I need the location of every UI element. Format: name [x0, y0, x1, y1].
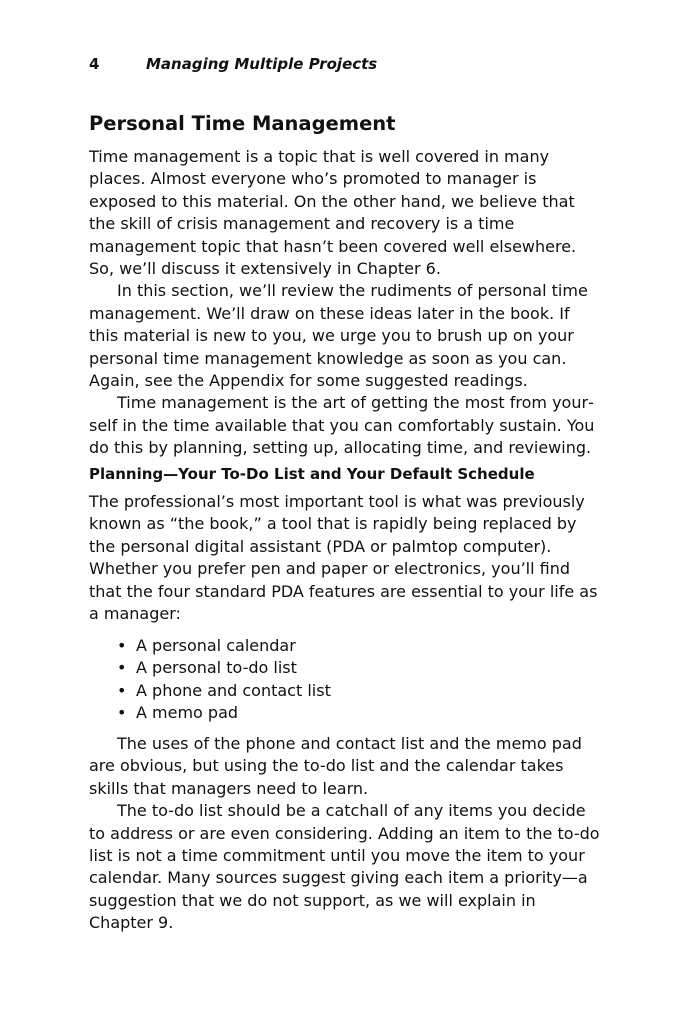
- paragraph: In this section, we’ll review the rudiments of personal time management. We’ll draw on these ideas later in the book. If this material is new to you, we urge you to brush up on your personal time management knowledge as soon as you can. Again, see the Appendix for some suggested readings.: [89, 281, 588, 391]
- paragraph: The uses of the phone and contact list and the memo pad are obvious, but using the to-do list and the calendar takes skills that managers need to learn.: [89, 734, 582, 798]
- paragraph: Time management is a topic that is well covered in many places. Almost everyone who’s promoted to manager is exposed to this material. On the other hand, we believe that the skill of crisis management and recovery is a time management topic that hasn’t been covered well elsewhere. So, we’ll discuss it extensively in Chapter 6.: [89, 147, 577, 279]
- list-item-text: A personal to-do list: [136, 658, 297, 678]
- paragraph: Time management is the art of getting the most from yourself in the time available that you can comfortably sustain. You do this by planning, setting up, allocating time, and reviewing.: [89, 393, 595, 458]
- list-item: [117, 702, 331, 724]
- section-title: Personal Time Management: [89, 112, 396, 135]
- paragraph: The professional’s most important tool is what was previously known as “the book,” a tool that is rapidly being replaced by the personal digital assistant (PDA or palmtop computer). Whether you prefer pen and paper or electronics, you’ll find that the four standard PDA features are essential to your life as a manager:: [89, 492, 598, 624]
- bullet-icon: •: [117, 636, 127, 655]
- subsection-title: Planning—Your To-Do List and Your Default Schedule: [89, 465, 535, 483]
- list-item: [117, 635, 331, 657]
- bullet-icon: •: [117, 658, 127, 678]
- list-item-text: A memo pad: [136, 703, 239, 723]
- list-item-text: A phone and contact list: [136, 680, 331, 700]
- list-item: [117, 680, 331, 702]
- book-title: Managing Multiple Projects: [146, 55, 378, 73]
- subsection-body: [89, 733, 601, 935]
- section-body: [89, 146, 601, 460]
- bullet-icon: •: [117, 703, 127, 723]
- running-head: [89, 55, 377, 73]
- page-number: 4: [89, 55, 100, 73]
- list-item: [117, 657, 331, 679]
- bullet-icon: •: [117, 680, 127, 700]
- subsection-intro: [89, 491, 601, 625]
- list-item-text: A personal calendar: [136, 636, 296, 655]
- paragraph: The to-do list should be a catchall of any items you decide to address or are even considering. Adding an item to the to-do list is not a time commitment until you move the item to your calendar. Many sources suggest giving each item a priority—a suggestion that we do not support, as we will explain in Chapter 9.: [89, 801, 600, 933]
- feature-list: [117, 635, 331, 725]
